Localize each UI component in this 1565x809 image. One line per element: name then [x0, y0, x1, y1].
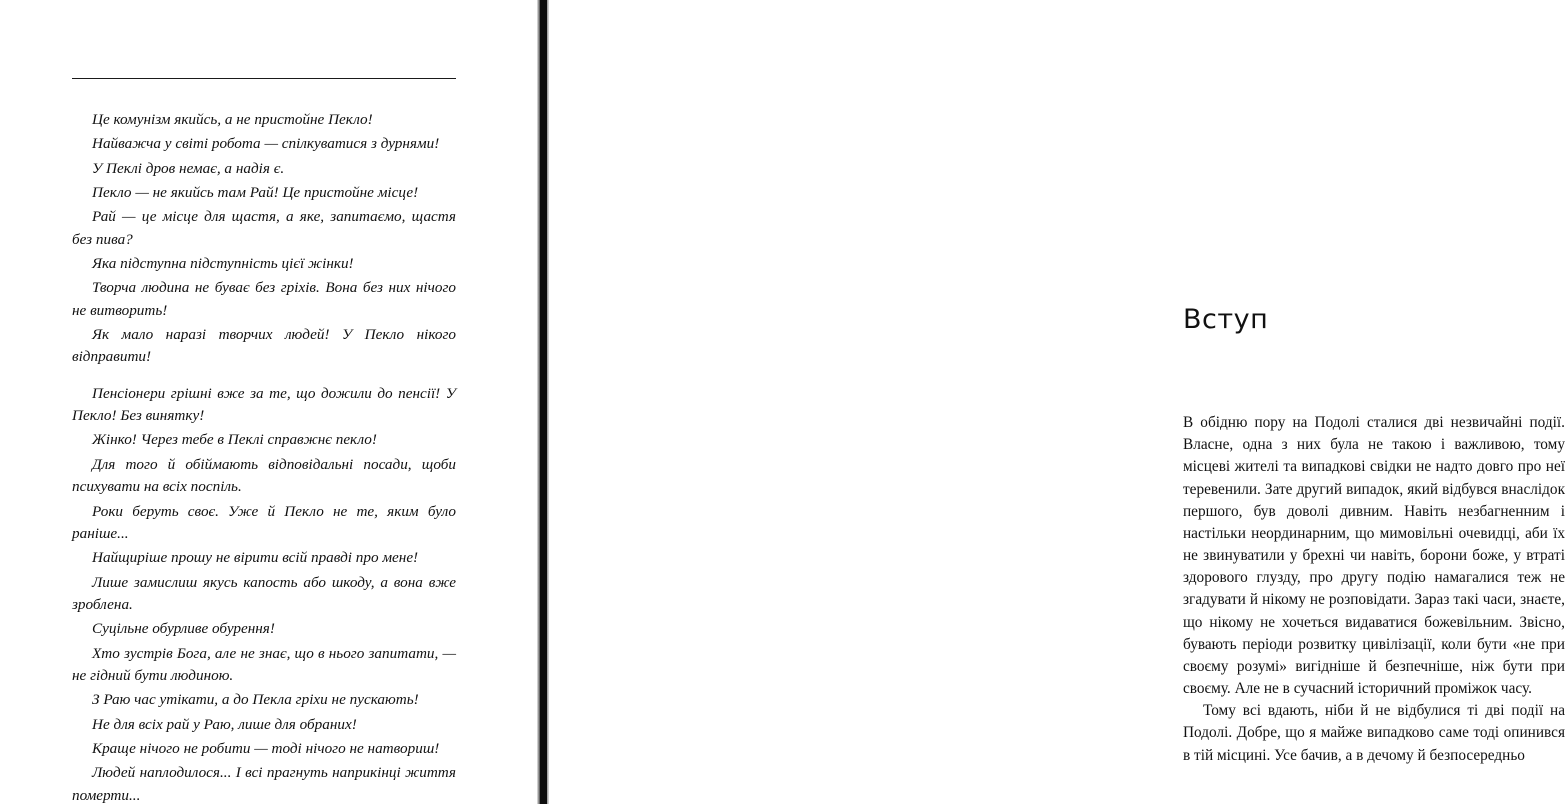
aphorism-line: Хто зустрів Бога, але не знає, що в нього запитати, — не гідний бути людиною.: [72, 644, 456, 684]
aphorism-line: З Раю час утікати, а до Пекла гріхи не пускають!: [92, 691, 419, 709]
aphorism-line: Яка підступна підступність цієї жінки!: [92, 255, 354, 273]
aphorism-line: Пекло — не якийсь там Рай! Це пристойне місце!: [92, 184, 419, 202]
aphorism-line: Краще нічого не робити — тоді нічого не натвориш!: [92, 739, 440, 757]
book-gutter-shadow: [540, 0, 547, 804]
aphorism-line: Творча людина не буває без гріхів. Вона без них нічого не витворить!: [72, 279, 456, 319]
aphorism-line: У Пеклі дров немає, а надія є.: [92, 159, 285, 177]
body-paragraph: Тому всі вдають, ніби й не відбулися ті дві події на Подолі. Добре, що я майже випадково саме тоді опинився в тій місцині. Усе бачив, а в дечому й безпосередньо: [1183, 702, 1565, 764]
aphorism-line: Пенсіонери грішні вже за те, що дожили до пенсії! У Пекло! Без винятку!: [72, 384, 456, 425]
aphorism-line: Не для всіх рай у Раю, лише для обраних!: [92, 715, 357, 733]
right-page: [543, 0, 1565, 804]
left-page: [0, 0, 543, 804]
aphorism-line: Роки беруть своє. Уже й Пекло не те, яким було раніше...: [72, 502, 456, 542]
aphorism-line: Найважча у світі робота — спілкуватися з дурнями!: [92, 135, 440, 153]
aphorism-line: Людей наплодилося... І всі прагнуть наприкінці життя померти...: [72, 764, 456, 804]
aphorism-line: Це комунізм якийсь, а не пристойне Пекло!: [92, 111, 373, 128]
aphorism-line: Найщиріше прошу не вірити всій правді про мене!: [92, 549, 419, 567]
aphorism-line: Рай — це місце для щастя, а яке, запитаємо, щастя без пива?: [72, 208, 456, 248]
aphorism-line: Як мало наразі творчих людей! У Пекло нікого відправити!: [72, 326, 456, 366]
chapter-title: Вступ: [1183, 304, 1269, 336]
aphorism-list: [72, 109, 456, 807]
section-divider-rule: [72, 78, 456, 79]
left-page-content: [72, 78, 456, 809]
aphorism-line: Лише замислиш якусь капость або шкоду, а вона вже зроблена.: [72, 573, 456, 613]
aphorism-line: Для того й обіймають відповідальні посади, щоби психувати на всіх поспіль.: [72, 455, 456, 496]
body-paragraph: В обідню пору на Подолі сталися дві незвичайні події. Власне, одна з них була не такою і важливою, тому місцеві жителі та випадкові свідки не надто довго про неї теревенили. Зате другий випадок, який відбувся внаслідок першого, був доволі дивним. Навіть незбагненним і настільки неординарним, що мимовільні очевидці, аби їх не звинуватили у брехні чи навіть, борони боже, у втраті здорового глузду, про другу подію намагалися теж не згадувати й нікому не розповідати. Зараз такі часи, знаєте, що нікому не хочеться видаватися божевільним. Звісно, бувають періоди розвитку цивілізації, коли бути «не при своєму розумі» вигідніше й безпечніше, ніж бути при своєму. Але не в сучасний історичний проміжок часу.: [1183, 414, 1565, 698]
aphorism-line: Суцільне обурливе обурення!: [92, 620, 275, 638]
aphorism-line: Жінко! Через тебе в Пеклі справжнє пекло!: [92, 431, 377, 449]
chapter-body: [1183, 412, 1565, 767]
